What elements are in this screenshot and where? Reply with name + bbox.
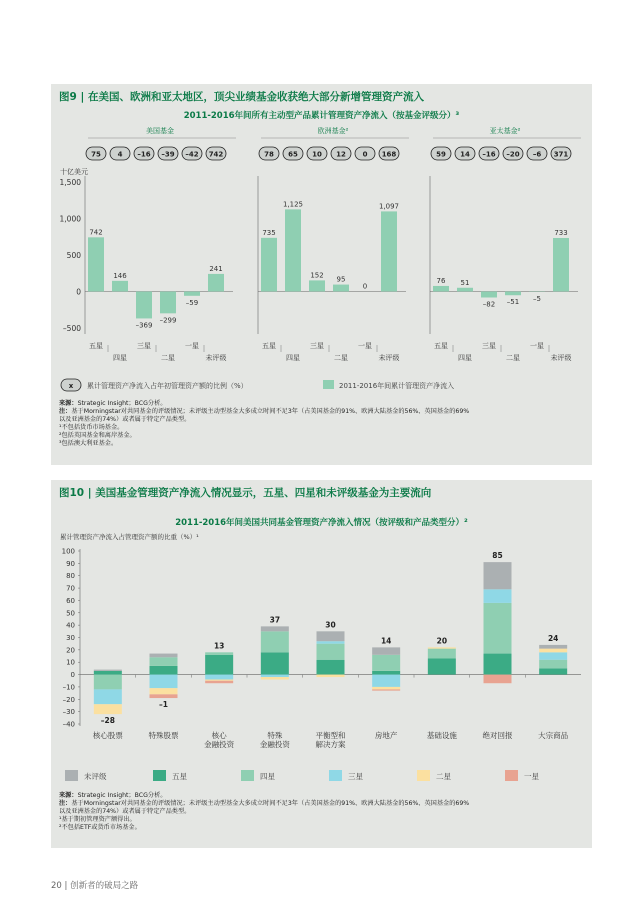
- stack-segment: [372, 655, 400, 671]
- bar: [88, 237, 104, 291]
- bar-value-label: –51: [506, 298, 520, 307]
- figure-10-title: 图10 | 美国基金管理资产净流入情况显示，五星、四星和未评级基金为主要流向: [59, 487, 432, 499]
- category-label: 一星: [185, 342, 199, 350]
- bar: [457, 288, 473, 292]
- top-rule: [51, 65, 592, 66]
- category-label: 核心股票: [92, 731, 123, 740]
- legend-label: 未评级: [84, 772, 107, 781]
- category-label: 未评级: [550, 354, 572, 362]
- legend-label: 二星: [436, 772, 451, 781]
- category-label: 三星: [137, 342, 151, 350]
- y-tick-label: 100: [61, 547, 75, 556]
- figure-9-note-line: 注：基于Morningstar对共同基金的评级情况；未评级主动型基金大多成立时间不足3年（占美国基金的91%、欧洲大陆基金的56%、英国基金的69%: [59, 408, 470, 416]
- total-label: –28: [100, 716, 115, 726]
- bar: [112, 281, 128, 292]
- group-header: 欧洲基金²: [317, 127, 349, 135]
- bar-value-label: 51: [460, 278, 470, 287]
- stack-segment: [317, 660, 345, 675]
- ratio-pill-label: 14: [460, 150, 470, 159]
- bar-value-label: 95: [336, 275, 346, 284]
- y-tick-label: 1,000: [59, 214, 81, 224]
- stack-segment: [94, 704, 122, 714]
- bar: [184, 292, 200, 296]
- bar-value-label: 152: [310, 271, 324, 280]
- report-title: 创新者的破局之路: [70, 881, 139, 891]
- stack-segment: [317, 641, 345, 643]
- ratio-pill-label: 65: [288, 150, 298, 159]
- stack-segment: [539, 649, 567, 653]
- category-label: 二星: [334, 354, 348, 362]
- ratio-pill-label: –42: [185, 150, 199, 159]
- ratio-pill-label: 371: [553, 150, 569, 159]
- ratio-pill-label: 78: [264, 150, 274, 159]
- category-label: 一星: [530, 342, 544, 350]
- stack-segment: [539, 668, 567, 674]
- bar-value-label: 146: [113, 271, 127, 280]
- y-tick-label: 50: [66, 609, 75, 618]
- figure-9-footnote-2: ²包括英国基金和离岸基金。: [59, 432, 136, 440]
- ratio-pill-label: –16: [482, 150, 496, 159]
- stack-segment: [150, 657, 178, 666]
- bar-value-label: –299: [159, 316, 177, 325]
- bar: [381, 211, 397, 291]
- y-tick-label: 1,500: [59, 178, 81, 187]
- bar-value-label: –369: [135, 321, 153, 330]
- category-label: 五星: [434, 342, 448, 350]
- stack-segment: [261, 626, 289, 631]
- stack-segment: [372, 671, 400, 675]
- stack-segment: [150, 666, 178, 675]
- y-tick-label: 80: [66, 572, 75, 581]
- stack-segment: [261, 631, 289, 652]
- legend-swatch: [329, 770, 342, 781]
- ratio-pill-label: 10: [312, 150, 322, 159]
- y-tick-label: 10: [66, 658, 75, 667]
- stack-segment: [428, 649, 456, 659]
- stack-segment: [428, 647, 456, 648]
- bar: [208, 274, 224, 292]
- figure-10-panel: [51, 480, 592, 848]
- stack-segment: [484, 603, 512, 654]
- stack-segment: [205, 681, 233, 683]
- stack-segment: [428, 659, 456, 675]
- y-tick-label: 30: [66, 634, 75, 642]
- bar: [433, 286, 449, 292]
- figure-9-source-line: 来源：Strategic Insight；BCG分析。: [59, 400, 167, 407]
- category-label: 二星: [161, 354, 175, 362]
- page-footer: [51, 879, 138, 891]
- y-tick-label: 0: [76, 287, 81, 297]
- legend-swatch: [241, 770, 254, 781]
- stack-segment: [539, 645, 567, 649]
- stack-segment: [372, 687, 400, 689]
- category-label: 一星: [358, 342, 372, 350]
- category-label: 二星: [506, 354, 520, 362]
- total-label: 13: [213, 641, 225, 651]
- bar: [261, 238, 277, 292]
- category-label: 核心: [211, 731, 227, 740]
- figure-10-source-line: 来源：Strategic Insight；BCG分析。: [59, 792, 167, 799]
- stack-segment: [205, 680, 233, 681]
- bar: [136, 292, 152, 319]
- bar-value-label: –82: [482, 300, 496, 309]
- category-label: 金融投资: [259, 740, 290, 749]
- stack-segment: [205, 675, 233, 680]
- total-label: –1: [159, 700, 168, 710]
- stack-segment: [150, 694, 178, 698]
- bar-value-label: –5: [533, 294, 541, 303]
- legend-bar-swatch: [323, 380, 334, 389]
- y-tick-label: 500: [66, 251, 81, 260]
- bar-value-label: 1,125: [282, 200, 304, 209]
- category-label: 解决方案: [315, 740, 346, 749]
- figure-10-chart: [51, 480, 592, 790]
- group-header: 美国基金: [146, 127, 174, 135]
- stack-segment: [205, 655, 233, 675]
- y-tick-label: 40: [66, 621, 75, 630]
- figure-10-footnote-2: ²不包括ETF或货币市场基金。: [59, 824, 141, 832]
- stack-segment: [539, 652, 567, 659]
- category-label: 五星: [89, 342, 103, 350]
- category-label: 特殊: [267, 731, 283, 740]
- bar: [285, 209, 301, 291]
- y-tick-label: 0: [70, 671, 75, 680]
- ratio-pill-label: 0: [362, 150, 368, 159]
- y-tick-label: 90: [66, 559, 75, 568]
- category-label: 基础设施: [426, 731, 457, 740]
- bar-value-label: 733: [554, 228, 568, 237]
- ratio-pill-label: –39: [161, 150, 175, 159]
- figure-10-footnote-1: ¹基于期初管理资产额得出。: [59, 816, 136, 824]
- bar: [481, 292, 497, 298]
- stack-segment: [372, 647, 400, 654]
- stack-segment: [372, 689, 400, 690]
- figure-9-chart: [51, 84, 592, 394]
- figure-9-subtitle: 2011-2016年间所有主动型产品累计管理资产净流入（按基金评级分）³: [183, 111, 460, 121]
- y-unit-label: 十亿美元: [60, 168, 88, 176]
- bar: [309, 280, 325, 291]
- group-header: 亚太基金²: [489, 127, 521, 135]
- category-label: 五星: [262, 342, 276, 350]
- ratio-pill-label: 742: [208, 150, 224, 159]
- category-label: 四星: [458, 354, 472, 362]
- legend-swatch: [417, 770, 430, 781]
- legend-label: 四星: [260, 772, 275, 781]
- stack-segment: [317, 631, 345, 641]
- ratio-pill-label: –20: [506, 150, 520, 159]
- ratio-pill-label: 59: [436, 150, 446, 159]
- figure-10-note-line-2: 以及亚洲基金的74%）或者属于特定产品类型。: [59, 808, 191, 816]
- stack-segment: [484, 562, 512, 589]
- bar: [333, 285, 349, 292]
- stack-segment: [94, 675, 122, 690]
- stack-segment: [261, 677, 289, 679]
- bar-value-label: 241: [209, 264, 223, 273]
- total-label: 85: [492, 551, 503, 561]
- total-label: 37: [269, 615, 281, 625]
- stack-segment: [150, 688, 178, 694]
- ratio-pill-label: 12: [336, 150, 346, 159]
- legend-ratio-label: 累计管理资产净流入占年初管理资产额的比例（%）: [87, 382, 248, 390]
- category-label: 三星: [482, 342, 496, 350]
- y-tick-label: –20: [62, 695, 75, 704]
- category-label: 未评级: [205, 354, 227, 362]
- ratio-pill-label: –6: [532, 150, 542, 159]
- y-tick-label: –10: [62, 683, 75, 692]
- stack-segment: [205, 652, 233, 654]
- category-label: 四星: [113, 354, 127, 362]
- total-label: 30: [325, 620, 336, 630]
- total-label: 20: [436, 636, 448, 646]
- stack-segment: [94, 689, 122, 704]
- stack-segment: [317, 644, 345, 660]
- category-label: 房地产: [374, 731, 398, 740]
- bar-value-label: 76: [436, 276, 446, 285]
- figure-9-note-line-2: 以及亚洲基金的74%）或者属于特定产品类型。: [59, 416, 191, 424]
- stack-segment: [94, 670, 122, 671]
- legend-label: 五星: [172, 772, 187, 781]
- figure-9-panel: [51, 84, 592, 465]
- figure-9-footnote-1: ¹不包括货币市场基金。: [59, 424, 124, 432]
- y-tick-label: 60: [66, 596, 75, 605]
- bar: [553, 238, 569, 292]
- category-label: 三星: [310, 342, 324, 350]
- y-tick-label: 20: [66, 646, 75, 655]
- bar-value-label: 742: [89, 228, 103, 237]
- legend-label: 一星: [524, 772, 539, 781]
- footer-separator: |: [64, 881, 71, 891]
- stack-segment: [261, 675, 289, 677]
- figure-10-note-line: 注：基于Morningstar对共同基金的评级情况；未评级主动型基金大多成立时间不足3年（占美国基金的91%、欧洲大陆基金的56%、英国基金的69%: [59, 800, 470, 808]
- ratio-pill-label: 4: [117, 150, 123, 159]
- bar: [160, 292, 176, 314]
- ratio-pill-label: –16: [137, 150, 151, 159]
- figure-10-subtitle: 2011-2016年间美国共同基金管理资产净流入情况（按评级和产品类型分）²: [175, 518, 468, 528]
- legend-swatch: [65, 770, 78, 781]
- stack-segment: [484, 589, 512, 603]
- stack-segment: [484, 675, 512, 684]
- legend-swatch: [505, 770, 518, 781]
- category-label: 大宗商品: [538, 731, 569, 740]
- figure-10-notes: [59, 792, 469, 832]
- y-tick-label: –500: [62, 324, 81, 333]
- page-number: 20: [51, 881, 62, 891]
- ratio-pill-label: 168: [381, 150, 397, 159]
- total-label: 24: [547, 633, 559, 643]
- bar: [505, 292, 521, 296]
- figure-9-title: 图9 | 在美国、欧洲和亚太地区，顶尖业绩基金收获绝大部分新增管理资产流入: [59, 91, 424, 103]
- stack-segment: [484, 654, 512, 675]
- stack-segment: [94, 671, 122, 675]
- stack-segment: [539, 660, 567, 669]
- legend-pill-label: x: [68, 382, 74, 390]
- y-tick-label: –40: [62, 720, 75, 729]
- bar-value-label: 1,097: [378, 202, 400, 211]
- y-tick-label: 70: [66, 584, 75, 593]
- category-label: 未评级: [378, 354, 400, 362]
- category-label: 特殊股票: [148, 731, 179, 740]
- stack-segment: [150, 675, 178, 689]
- stack-segment: [317, 675, 345, 677]
- bar-value-label: –59: [185, 298, 199, 307]
- figure-9-footnote-3: ³包括澳大利亚基金。: [59, 440, 118, 448]
- y-tick-label: –30: [62, 708, 75, 717]
- category-label: 绝对回报: [482, 731, 513, 740]
- y-axis-title: 累计管理资产净流入占管理资产额的比重（%）¹: [60, 533, 199, 541]
- stack-segment: [150, 654, 178, 658]
- legend-swatch: [153, 770, 166, 781]
- bar-value-label: 0: [362, 282, 368, 291]
- bar-value-label: 735: [262, 228, 276, 237]
- category-label: 平衡型和: [315, 731, 346, 740]
- category-label: 金融投资: [204, 740, 235, 749]
- legend-label: 三星: [348, 772, 363, 781]
- figure-9-notes: [59, 400, 469, 449]
- category-label: 四星: [286, 354, 300, 362]
- stack-segment: [261, 652, 289, 674]
- total-label: 14: [380, 636, 392, 646]
- ratio-pill-label: 75: [91, 150, 101, 159]
- legend-bar-label: 2011-2016年间累计管理资产净流入: [339, 382, 455, 390]
- stack-segment: [372, 675, 400, 687]
